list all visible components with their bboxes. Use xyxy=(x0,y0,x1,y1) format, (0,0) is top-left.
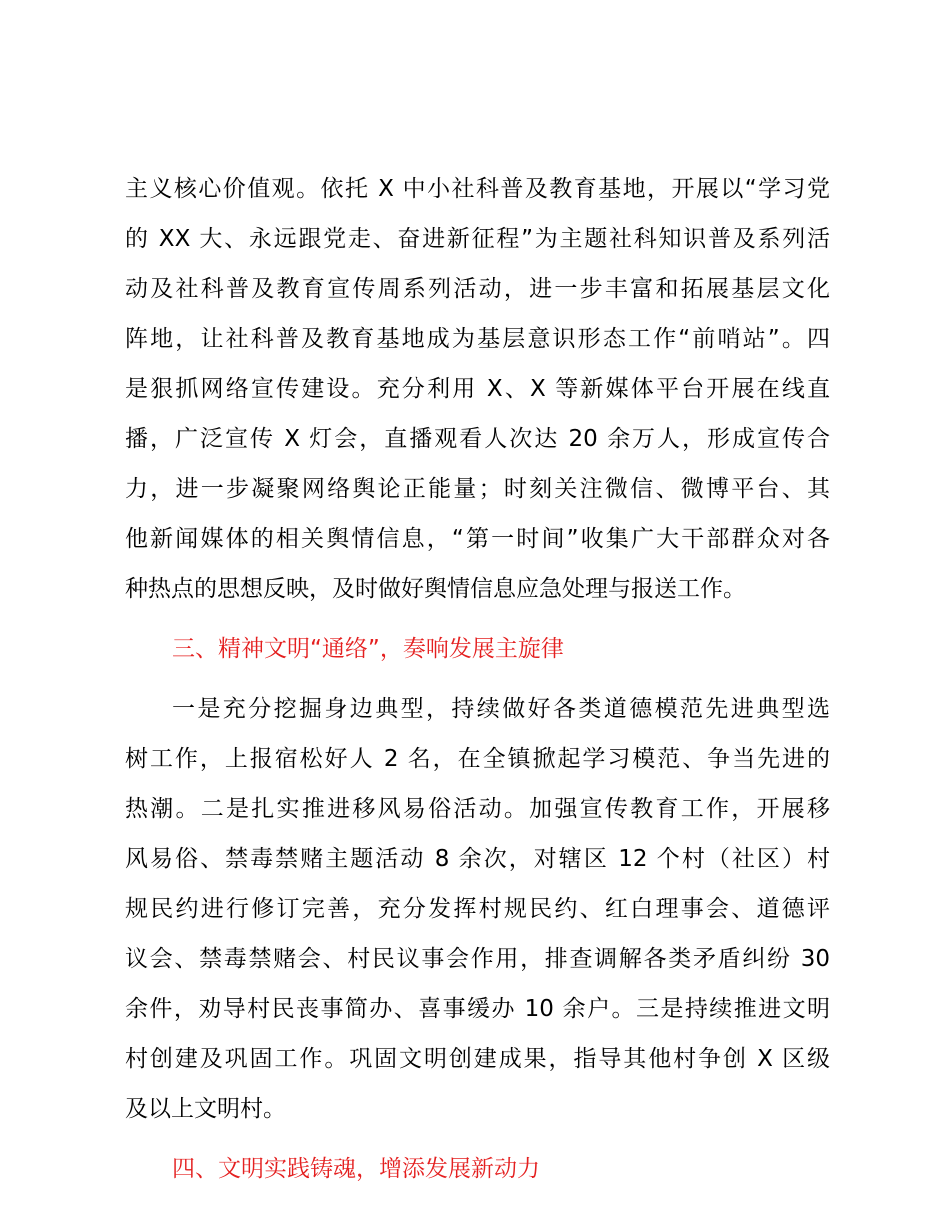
paragraph-1-line-8: 他新闻媒体的相关舆情信息，“第一时间”收集广大干部群众对各 xyxy=(125,526,830,552)
paragraph-2-line-8: 村创建及巩固工作。巩固文明创建成果，指导其他村争创 X 区级 xyxy=(125,1046,830,1072)
section-heading-4: 四、文明实践铸魂，增添发展新动力 xyxy=(172,1156,540,1182)
paragraph-1-line-1: 主义核心价值观。依托 X 中小社科普及教育基地，开展以“学习党 xyxy=(125,176,830,202)
paragraph-2-line-7: 余件，劝导村民丧事简办、喜事缓办 10 余户。三是持续推进文明 xyxy=(125,996,830,1022)
paragraph-2-line-3: 热潮。二是扎实推进移风易俗活动。加强宣传教育工作，开展移 xyxy=(125,796,830,822)
paragraph-2-line-4: 风易俗、禁毒禁赌主题活动 8 余次，对辖区 12 个村（社区）村 xyxy=(125,846,830,872)
paragraph-2-line-9: 及以上文明村。 xyxy=(125,1096,286,1122)
paragraph-2-line-6: 议会、禁毒禁赌会、村民议事会作用，排查调解各类矛盾纠纷 30 xyxy=(125,946,830,972)
paragraph-1-line-5: 是狠抓网络宣传建设。充分利用 X、X 等新媒体平台开展在线直 xyxy=(125,376,830,402)
paragraph-2-line-2: 树工作，上报宿松好人 2 名，在全镇掀起学习模范、争当先进的 xyxy=(125,746,830,772)
paragraph-2-line-5: 规民约进行修订完善，充分发挥村规民约、红白理事会、道德评 xyxy=(125,896,830,922)
paragraph-1-line-6: 播，广泛宣传 X 灯会，直播观看人次达 20 余万人，形成宣传合 xyxy=(125,426,830,452)
paragraph-1-line-4: 阵地，让社科普及教育基地成为基层意识形态工作“前哨站”。四 xyxy=(125,326,830,352)
paragraph-1-line-7: 力，进一步凝聚网络舆论正能量；时刻关注微信、微博平台、其 xyxy=(125,476,830,502)
paragraph-1-line-3: 动及社科普及教育宣传周系列活动，进一步丰富和拓展基层文化 xyxy=(125,276,830,302)
paragraph-1-line-2: 的 XX 大、永远跟党走、奋进新征程”为主题社科知识普及系列活 xyxy=(125,226,830,252)
section-heading-3: 三、精神文明“通络”，奏响发展主旋律 xyxy=(172,636,564,662)
paragraph-1-line-9: 种热点的思想反映，及时做好舆情信息应急处理与报送工作。 xyxy=(125,576,746,602)
paragraph-2-line-1: 一是充分挖掘身边典型，持续做好各类道德模范先进典型选 xyxy=(172,696,830,722)
